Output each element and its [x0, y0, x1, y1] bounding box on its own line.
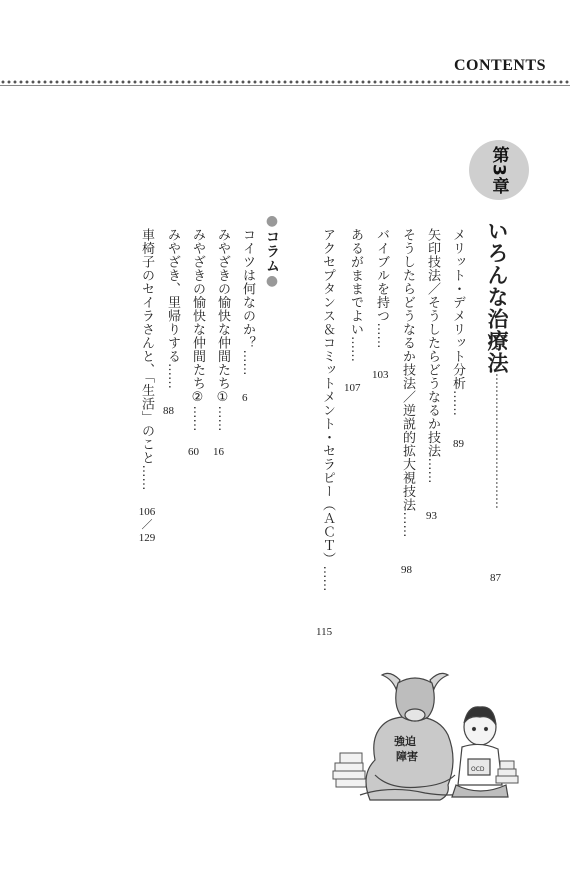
toc-entry[interactable] — [423, 228, 442, 484]
page-header-title: CONTENTS — [453, 57, 546, 74]
toc-entry[interactable] — [318, 228, 337, 592]
toc-entry-leader: …… — [450, 390, 465, 416]
toc-entry-page: 93 — [426, 510, 437, 522]
label-line-1: 強迫 — [394, 735, 416, 748]
column-item-page: 60 — [188, 446, 199, 458]
column-item[interactable] — [163, 228, 182, 389]
column-item-page: 88 — [163, 405, 174, 417]
column-item[interactable] — [238, 228, 257, 376]
toc-entry[interactable] — [346, 228, 365, 362]
toc-entry-page: 107 — [344, 382, 361, 394]
toc-entry[interactable] — [372, 228, 391, 349]
chapter-page-number: 87 — [490, 572, 501, 584]
column-heading — [262, 213, 282, 290]
toc-entry-text: あるがままでよい — [348, 228, 363, 336]
toc-entry-leader: …… — [348, 336, 363, 362]
column-item-leader: …… — [139, 464, 154, 491]
toc-entry-leader: …… — [374, 322, 389, 349]
shirt-label: OCD — [471, 766, 485, 773]
column-item-text: みやざき、里帰りする — [165, 228, 180, 363]
toc-entry-page: 98 — [401, 564, 412, 576]
toc-entry[interactable] — [398, 228, 417, 538]
bullet-icon: ● — [264, 273, 280, 290]
header-rule-line — [0, 85, 570, 86]
column-item-leader: …… — [215, 405, 230, 432]
toc-entry-text: メリット・デメリット分析 — [450, 228, 465, 390]
toc-entry-leader: …… — [425, 457, 440, 484]
chapter-title[interactable] — [482, 220, 512, 374]
illustration — [330, 665, 520, 805]
column-item[interactable] — [188, 228, 207, 432]
bullet-icon: ● — [264, 213, 280, 230]
label-line-2: 障害 — [396, 750, 418, 763]
column-item-leader: …… — [165, 363, 180, 389]
column-item-text: みやざきの愉快な仲間たち① — [215, 228, 230, 406]
toc-entry-leader: …… — [400, 511, 415, 538]
column-item-page: 16 — [213, 446, 224, 458]
toc-entry-leader: …… — [320, 565, 335, 592]
chapter-badge — [469, 140, 529, 200]
column-item-leader: …… — [240, 349, 255, 376]
toc-entry-page: 115 — [316, 626, 333, 638]
column-item-page: 106／129 — [138, 506, 156, 544]
toc-entry-page: 89 — [453, 438, 464, 450]
chapter-badge-label: 第3章 — [488, 145, 509, 195]
column-item-text: コイツは何なのか？ — [240, 228, 255, 350]
toc-entry-text: そうしたらどうなるか技法／逆説的拡大視技法 — [400, 228, 415, 512]
column-item-page: 6 — [242, 392, 248, 404]
column-item-leader: …… — [190, 405, 205, 432]
column-item[interactable] — [137, 228, 156, 491]
toc-entry-text: アクセプタンス＆コミットメント・セラピー（ＡＣＴ） — [320, 228, 335, 566]
column-item-text: 車椅子のセイラさんと、「生活」のこと — [139, 228, 154, 465]
toc-entry-page: 103 — [372, 369, 389, 381]
chapter-title-text: いろんな治療法 — [485, 220, 509, 374]
toc-entry[interactable] — [448, 228, 467, 416]
toc-entry-text: バイブルを持つ — [374, 228, 389, 323]
toc-entry-text: 矢印技法／そうしたらどうなるか技法 — [425, 228, 440, 458]
column-item-text: みやざきの愉快な仲間たち② — [190, 228, 205, 406]
column-heading-text: コラム — [264, 229, 280, 273]
chapter-leader: ……………………………… — [493, 365, 507, 509]
column-item[interactable] — [213, 228, 232, 432]
